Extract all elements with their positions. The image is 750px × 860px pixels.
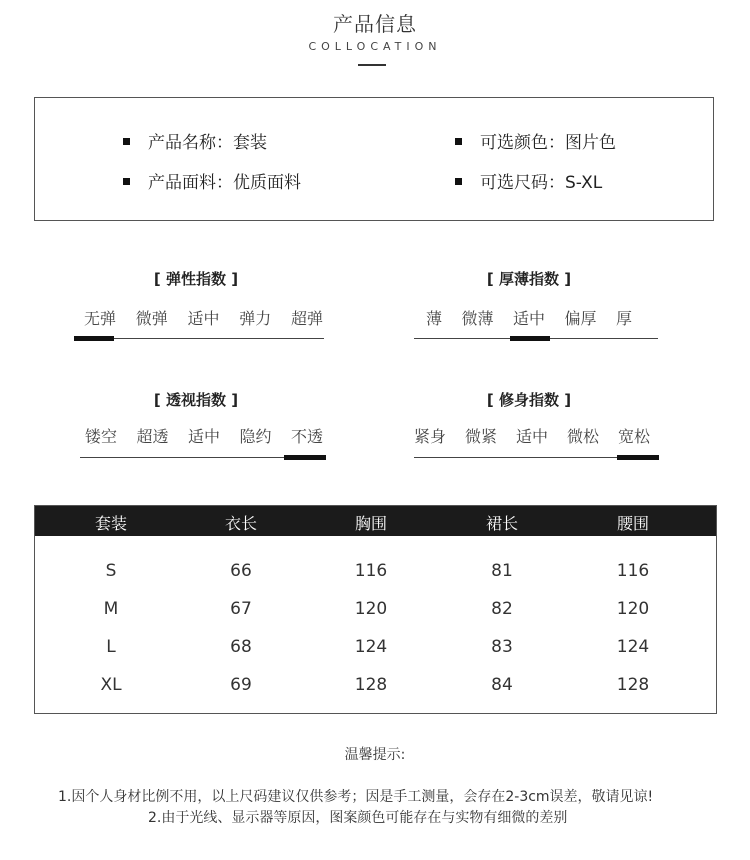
gauge-options xyxy=(414,424,650,447)
gauge-indicator xyxy=(74,336,114,341)
table-header-cell: 腰围 xyxy=(616,514,649,533)
table-cell: M xyxy=(103,599,119,619)
table-cell: 116 xyxy=(354,561,388,581)
info-product-name: 产品名称：套装 xyxy=(123,128,267,153)
table-cell: 84 xyxy=(491,675,513,695)
gauge-indicator xyxy=(284,455,326,460)
table-cell: XL xyxy=(100,675,122,695)
page-subtitle: COLLOCATION xyxy=(308,40,442,53)
gauge-options xyxy=(85,424,323,447)
gauge-option: 弹力 xyxy=(239,309,272,328)
gauge-option: 适中 xyxy=(512,309,545,328)
gauge-option: 镂空 xyxy=(85,427,118,446)
gauge-option: 偏厚 xyxy=(564,309,597,328)
info-size: 可选尺码：S-XL xyxy=(455,168,602,193)
gauge-option: 薄 xyxy=(426,309,443,328)
table-cell: 82 xyxy=(491,599,513,619)
bullet-square-icon xyxy=(455,178,462,185)
title-divider xyxy=(358,64,386,66)
bullet-square-icon xyxy=(123,178,130,185)
info-fabric: 产品面料：优质面料 xyxy=(123,168,301,193)
table-cell: 68 xyxy=(230,637,252,657)
tip-line-2: 2.由于光线、显示器等原因，图案颜色可能存在与实物有细微的差别 xyxy=(148,810,568,826)
product-info-box xyxy=(34,97,714,221)
table-cell: 66 xyxy=(230,561,252,581)
table-cell: 124 xyxy=(616,637,650,657)
gauge-option: 无弹 xyxy=(84,309,117,328)
table-header xyxy=(35,506,716,536)
page-title: 产品信息 xyxy=(333,12,417,36)
table-cell: S xyxy=(105,561,117,581)
gauge-option: 不透 xyxy=(290,427,323,446)
gauge-option: 隐约 xyxy=(239,427,272,446)
gauge-title: [ 弹性指数 ] xyxy=(153,270,239,288)
gauge-option: 适中 xyxy=(515,427,548,446)
table-cell: 83 xyxy=(491,637,513,657)
gauge-option: 适中 xyxy=(187,427,220,446)
gauge-options xyxy=(426,306,632,329)
table-cell: 81 xyxy=(491,561,513,581)
table-header-cell: 套装 xyxy=(94,514,127,533)
size-table xyxy=(34,505,717,714)
gauge-option: 厚 xyxy=(615,309,632,328)
table-cell: 128 xyxy=(354,675,388,695)
table-header-cell: 衣长 xyxy=(224,514,257,533)
table-header-cell: 胸围 xyxy=(354,514,387,533)
gauge-title: [ 透视指数 ] xyxy=(153,391,239,409)
table-cell: 67 xyxy=(230,599,252,619)
table-cell: 116 xyxy=(616,561,650,581)
bullet-square-icon xyxy=(123,138,130,145)
table-cell: 120 xyxy=(616,599,650,619)
table-cell: L xyxy=(106,637,116,657)
gauge-option: 超透 xyxy=(136,427,169,446)
gauge-indicator xyxy=(510,336,550,341)
gauge-option: 微紧 xyxy=(464,427,497,446)
gauge-options xyxy=(84,306,323,329)
gauge-option: 紧身 xyxy=(414,427,447,446)
gauge-option: 微弹 xyxy=(135,309,168,328)
gauge-title: [ 厚薄指数 ] xyxy=(486,270,572,288)
table-cell: 124 xyxy=(354,637,388,657)
info-color: 可选颜色：图片色 xyxy=(455,128,616,153)
table-header-cell: 裙长 xyxy=(485,514,518,533)
gauge-title: [ 修身指数 ] xyxy=(486,391,572,409)
gauge-option: 宽松 xyxy=(617,427,650,446)
gauge-option: 微松 xyxy=(566,427,599,446)
table-cell: 69 xyxy=(230,675,252,695)
bullet-square-icon xyxy=(455,138,462,145)
gauge-indicator xyxy=(617,455,659,460)
table-cell: 128 xyxy=(616,675,650,695)
gauge-option: 微薄 xyxy=(461,309,494,328)
tips-title: 温馨提示: xyxy=(344,747,406,763)
table-cell: 120 xyxy=(354,599,388,619)
gauge-option: 超弹 xyxy=(290,309,323,328)
tip-line-1: 1.因个人身材比例不用，以上尺码建议仅供参考；因是手工测量，会存在2-3cm误差，敬请见谅! xyxy=(58,789,654,805)
gauge-option: 适中 xyxy=(187,309,220,328)
